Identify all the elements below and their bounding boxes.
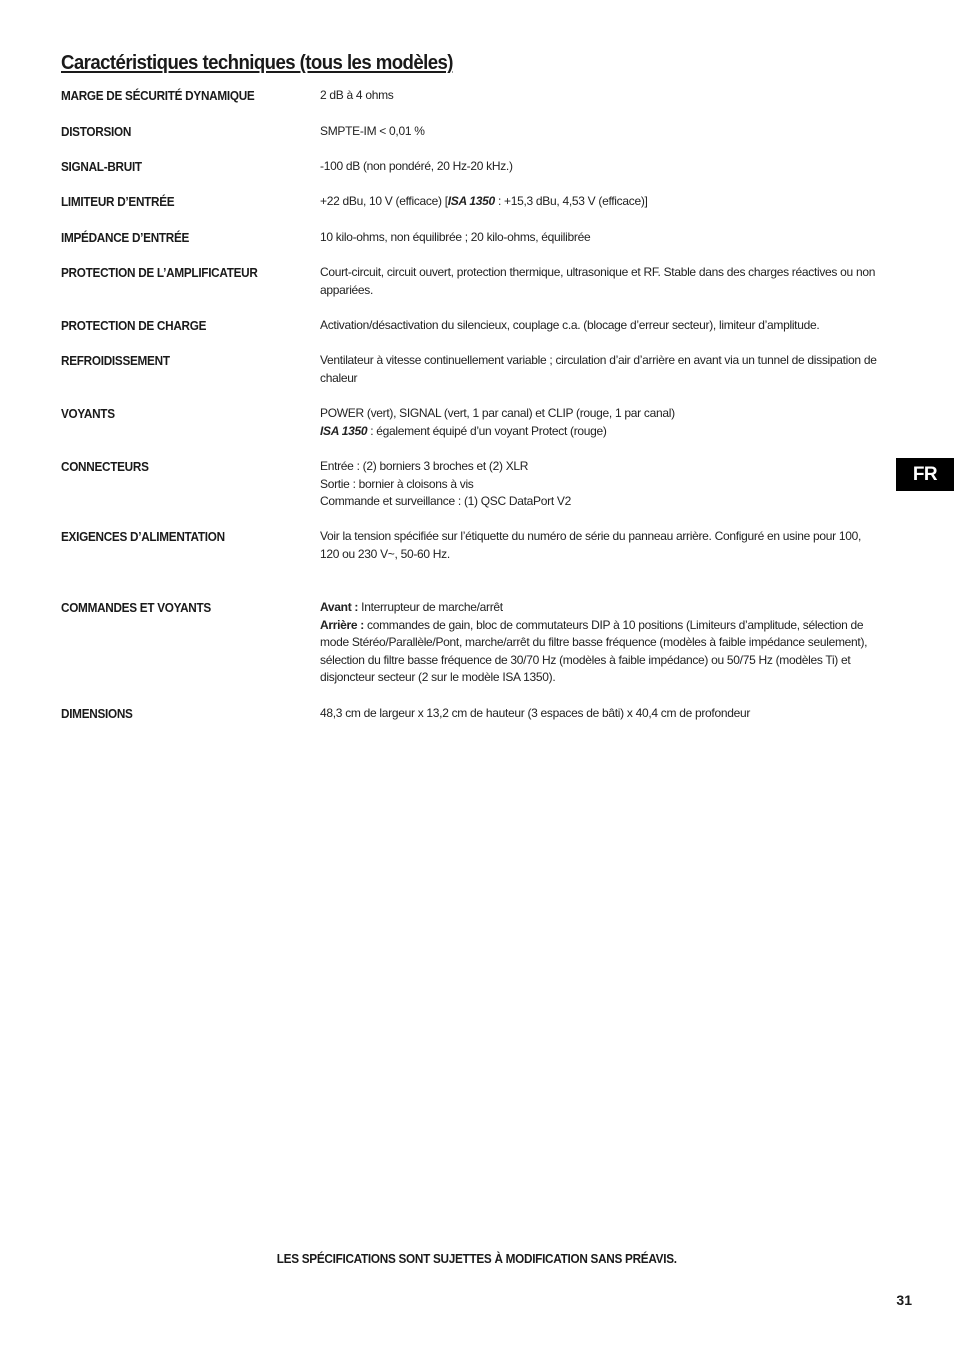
spec-value [320, 599, 880, 687]
spec-value: 2 dB à 4 ohms [320, 88, 394, 102]
spec-label: MARGE DE SÉCURITÉ DYNAMIQUE [61, 89, 255, 103]
front-label: Avant : [320, 600, 359, 614]
spec-value: Voir la tension spécifiée sur l’étiquette du numéro de série du panneau arrière. Configuré en usine pour 100, 120 ou 230 V~, 50-60 Hz. [320, 529, 861, 561]
spec-value [320, 193, 880, 211]
footer-note-text: LES SPÉCIFICATIONS SONT SUJETTES À MODIFICATION SANS PRÉAVIS. [277, 1252, 677, 1266]
spec-label: VOYANTS [61, 407, 115, 421]
spec-value: Court-circuit, circuit ouvert, protection thermique, ultrasonique et RF. Stable dans des charges réactives ou non appariées. [320, 265, 876, 297]
spec-value: SMPTE-IM < 0,01 % [320, 124, 425, 138]
spec-value: -100 dB (non pondéré, 20 Hz-20 kHz.) [320, 159, 513, 173]
spec-value [320, 405, 880, 440]
spec-label: REFROIDISSEMENT [61, 354, 170, 368]
value-line [320, 599, 880, 617]
value-line [320, 423, 880, 441]
value-text: : également équipé d’un voyant Protect (rouge) [367, 423, 607, 438]
spec-label: DISTORSION [61, 125, 132, 139]
spec-value: 48,3 cm de largeur x 13,2 cm de hauteur (3 espaces de bâti) x 40,4 cm de profondeur [320, 706, 751, 720]
spec-label: PROTECTION DE CHARGE [61, 319, 207, 333]
page-number: 31 [896, 1292, 912, 1308]
spec-label: CONNECTEURS [61, 460, 149, 474]
spec-label: SIGNAL-BRUIT [61, 160, 142, 174]
value-line: Commande et surveillance : (1) QSC DataPort V2 [320, 494, 571, 509]
spec-label: EXIGENCES D’ALIMENTATION [61, 530, 225, 544]
value-line [320, 617, 880, 687]
spec-value: Activation/désactivation du silencieux, couplage c.a. (blocage d’erreur secteur), limiteur d’amplitude. [320, 318, 820, 332]
spec-value [320, 458, 880, 511]
spec-value: Ventilateur à vitesse continuellement variable ; circulation d’air d’arrière en avant via un tunnel de dissipation de chaleur [320, 353, 877, 385]
language-tab: FR [896, 458, 954, 491]
value-text: Interrupteur de marche/arrêt [358, 600, 503, 614]
rear-label: Arrière : [320, 617, 364, 632]
spec-label: PROTECTION DE L’AMPLIFICATEUR [61, 266, 258, 280]
model-name: ISA 1350 [320, 423, 368, 438]
spec-label: DIMENSIONS [61, 707, 133, 721]
value-line: POWER (vert), SIGNAL (vert, 1 par canal) et CLIP (rouge, 1 par canal) [320, 406, 675, 420]
value-text: commandes de gain, bloc de commutateurs DIP à 10 positions (Limiteurs d’amplitude, sélection de mode Stéréo/Parallèle/Pont, marche/arrêt du filtre basse fréquence (modèles à faible impédance seulement), sélection du filtre basse fréquence de 30/70 Hz (modèles à faible impédance) ou 50/75 Hz (modèles Ti) et disjoncteur secteur (2 sur le modèle ISA 1350). [320, 617, 868, 685]
model-name: ISA 1350 [447, 194, 495, 208]
value-line: Sortie : bornier à cloisons à vis [320, 476, 474, 491]
value-text: +22 dBu, 10 V (efficace) [ [320, 194, 448, 208]
spec-label: LIMITEUR D’ENTRÉE [61, 195, 175, 209]
footer-note [0, 1252, 954, 1266]
value-text: : +15,3 dBu, 4,53 V (efficace)] [494, 194, 648, 208]
spec-label: IMPÉDANCE D’ENTRÉE [61, 231, 190, 245]
spec-label: COMMANDES ET VOYANTS [61, 601, 211, 615]
page-title: Caractéristiques techniques (tous les modèles) [61, 52, 453, 74]
spec-value: 10 kilo-ohms, non équilibrée ; 20 kilo-ohms, équilibrée [320, 230, 591, 244]
value-line: Entrée : (2) borniers 3 broches et (2) XLR [320, 459, 529, 473]
